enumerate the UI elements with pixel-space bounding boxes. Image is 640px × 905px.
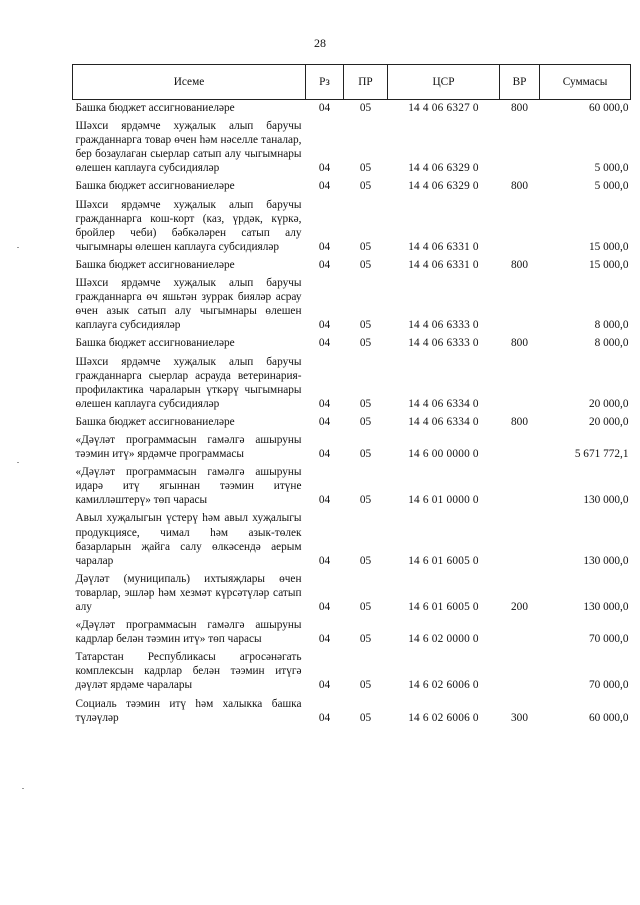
table-row — [73, 461, 631, 507]
row-sum: 8 000,0 — [594, 337, 629, 350]
row-pr: 05 — [359, 679, 372, 692]
row-name: «Дәүләт программасын гамәлгә ашыруны кадрлар белән тәэмин итү» төп чарасы — [75, 619, 302, 646]
row-vr: 800 — [511, 102, 528, 114]
scan-speck — [22, 788, 24, 789]
row-name: Авыл хуҗалыгын үстерү һәм авыл хуҗалыгы продукциясе, чимал һәм азык-төлек базарларын җайга салу өлкәсендә аерым чаралар — [75, 512, 302, 567]
row-vr — [500, 429, 540, 461]
table-row — [73, 100, 631, 116]
row-vr: 300 — [511, 711, 528, 724]
row-name: Татарстан Республикасы агросәнәгать комплексын кадрлар белән тәэмин итүгә дәүләт ярдәме чаралары — [75, 651, 302, 692]
row-rz: 04 — [318, 601, 331, 613]
row-name: Шәхси ярдәмче хуҗалык алып баручы гражданнарга товар өчен һәм нәселле таналар, бер бозаулаган сыерлар сатып алу чыгымнары өлешен каплауга субсидияләр — [75, 120, 302, 175]
scan-speck — [17, 247, 19, 248]
row-vr — [500, 351, 540, 411]
row-rz: 04 — [318, 448, 331, 461]
row-sum: 20 000,0 — [588, 415, 629, 428]
table-row — [73, 429, 631, 461]
row-name: Шәхси ярдәмче хуҗалык алып баручы гражданнарга сыерлар асрауда ветеринария-профилактика чараларын үткәрү чыгымнары өлешен каплауга субсидияләр — [75, 355, 302, 410]
row-csr: 14 4 06 6329 0 — [408, 162, 479, 175]
header-csr: ЦСР — [388, 65, 500, 100]
row-sum: 15 000,0 — [588, 258, 629, 271]
row-rz: 04 — [318, 397, 331, 410]
header-pr: ПР — [344, 65, 388, 100]
row-name: Шәхси ярдәмче хуҗалык алып баручы гражданнарга өч яшьтән зуррак бияләр асрау өчен азык сатып алу чыгымнары өлешен каплауга субсидияләр — [75, 277, 302, 332]
row-csr: 14 4 06 6327 0 — [408, 102, 479, 114]
page-number: 28 — [314, 36, 326, 50]
row-pr: 05 — [359, 601, 372, 613]
header-sum: Суммасы — [540, 65, 631, 100]
row-csr: 14 6 01 0000 0 — [408, 494, 479, 507]
row-pr: 05 — [359, 415, 372, 428]
row-rz: 04 — [318, 258, 331, 271]
row-sum: 5 671 772,1 — [574, 448, 629, 461]
row-pr: 05 — [359, 633, 372, 646]
row-csr: 14 6 02 0000 0 — [408, 633, 479, 646]
row-vr — [500, 272, 540, 332]
row-name: Социаль тәэмин итү һәм халыкка башка түләүләр — [75, 697, 302, 724]
row-rz: 04 — [318, 633, 331, 646]
header-rz: Рз — [306, 65, 344, 100]
row-sum: 130 000,0 — [583, 554, 629, 567]
table-row — [73, 614, 631, 646]
row-name: Башка бюджет ассигнованиеләре — [75, 102, 235, 114]
table-row — [73, 254, 631, 272]
row-name: Башка бюджет ассигнованиеләре — [75, 180, 235, 193]
row-vr: 800 — [511, 258, 528, 271]
row-rz: 04 — [318, 337, 331, 350]
table-row — [73, 115, 631, 175]
row-csr: 14 4 06 6333 0 — [408, 337, 479, 350]
row-name: Дәүләт (муниципаль) ихтыяҗлары өчен товарлар, эшләр һәм хезмәт күрсәтүләр сатып алу — [75, 572, 302, 613]
row-csr: 14 6 02 6006 0 — [408, 711, 479, 724]
row-rz: 04 — [318, 162, 331, 175]
row-sum: 130 000,0 — [583, 601, 629, 613]
table-row — [73, 351, 631, 411]
row-pr: 05 — [359, 240, 372, 253]
row-csr: 14 4 06 6333 0 — [408, 319, 479, 332]
row-vr — [500, 115, 540, 175]
table-row — [73, 332, 631, 350]
row-pr: 05 — [359, 448, 372, 461]
row-csr: 14 6 01 6005 0 — [408, 554, 479, 567]
row-sum: 15 000,0 — [588, 240, 629, 253]
row-rz: 04 — [318, 711, 331, 724]
row-vr — [500, 646, 540, 692]
row-vr: 800 — [511, 180, 528, 193]
row-sum: 8 000,0 — [594, 319, 629, 332]
row-sum: 60 000,0 — [588, 711, 629, 724]
row-csr: 14 4 06 6334 0 — [408, 397, 479, 410]
table-row — [73, 646, 631, 692]
row-vr — [500, 507, 540, 567]
row-sum: 20 000,0 — [588, 397, 629, 410]
header-vr: ВР — [500, 65, 540, 100]
row-pr: 05 — [359, 397, 372, 410]
row-vr: 200 — [511, 601, 528, 613]
row-sum: 70 000,0 — [588, 633, 629, 646]
table-row — [73, 507, 631, 567]
row-pr: 05 — [359, 102, 372, 114]
row-name: «Дәүләт программасын гамәлгә ашыруны идарә итү ягыннан тәэмин итүне камилләштерү» төп чарасы — [75, 466, 302, 507]
row-rz: 04 — [318, 319, 331, 332]
row-csr: 14 6 02 6006 0 — [408, 679, 479, 692]
row-pr: 05 — [359, 554, 372, 567]
row-rz: 04 — [318, 554, 331, 567]
scan-speck — [17, 462, 19, 463]
row-vr: 800 — [511, 415, 528, 428]
table-row — [73, 693, 631, 725]
row-sum: 60 000,0 — [588, 102, 629, 114]
table-row — [73, 194, 631, 254]
table-row — [73, 568, 631, 614]
row-pr: 05 — [359, 258, 372, 271]
row-rz: 04 — [318, 102, 331, 114]
row-csr: 14 6 00 0000 0 — [408, 448, 479, 461]
row-vr: 800 — [511, 337, 528, 350]
row-pr: 05 — [359, 711, 372, 724]
row-name: Башка бюджет ассигнованиеләре — [75, 258, 235, 271]
row-pr: 05 — [359, 494, 372, 507]
row-rz: 04 — [318, 679, 331, 692]
row-name: Башка бюджет ассигнованиеләре — [75, 415, 235, 428]
table-row — [73, 272, 631, 332]
row-sum: 5 000,0 — [594, 162, 629, 175]
row-csr: 14 4 06 6334 0 — [408, 415, 479, 428]
row-vr — [500, 461, 540, 507]
row-sum: 130 000,0 — [583, 494, 629, 507]
row-pr: 05 — [359, 337, 372, 350]
table-header-row — [73, 65, 631, 100]
row-rz: 04 — [318, 180, 331, 193]
row-rz: 04 — [318, 415, 331, 428]
budget-table — [72, 64, 631, 725]
row-name: Башка бюджет ассигнованиеләре — [75, 337, 235, 350]
row-name: «Дәүләт программасын гамәлгә ашыруны тәэмин итү» ярдәмче программасы — [75, 433, 302, 461]
row-csr: 14 4 06 6331 0 — [408, 240, 479, 253]
header-name: Исеме — [73, 65, 306, 100]
row-csr: 14 4 06 6331 0 — [408, 258, 479, 271]
row-rz: 04 — [318, 240, 331, 253]
row-vr — [500, 614, 540, 646]
row-sum: 5 000,0 — [594, 180, 629, 193]
table-row — [73, 175, 631, 193]
table-row — [73, 411, 631, 429]
row-sum: 70 000,0 — [588, 679, 629, 692]
row-name: Шәхси ярдәмче хуҗалык алып баручы гражданнарга кош-корт (каз, үрдәк, күркә, бройлер чеби) бәбкәләрен сатып алу чыгымнары өлешен каплауга субсидияләр — [75, 198, 302, 253]
row-csr: 14 4 06 6329 0 — [408, 180, 479, 193]
row-csr: 14 6 01 6005 0 — [408, 601, 479, 613]
row-vr — [500, 194, 540, 254]
row-pr: 05 — [359, 162, 372, 175]
row-pr: 05 — [359, 319, 372, 332]
row-pr: 05 — [359, 180, 372, 193]
row-rz: 04 — [318, 494, 331, 507]
